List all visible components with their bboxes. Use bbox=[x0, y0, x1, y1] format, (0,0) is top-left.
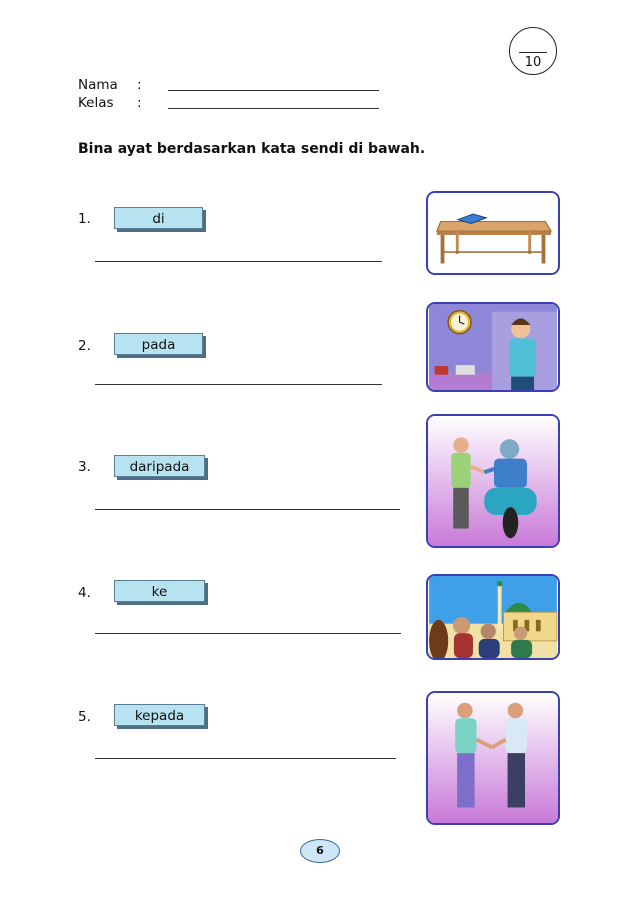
picture-man-on-motorcycle bbox=[426, 414, 560, 548]
answer-line[interactable] bbox=[95, 509, 400, 510]
instruction-text: Bina ayat berdasarkan kata sendi di bawah. bbox=[78, 141, 426, 157]
picture-boy-looking-at-clock bbox=[426, 302, 560, 392]
question-number: 4. bbox=[78, 585, 91, 601]
picture-people-going-to-mosque bbox=[426, 574, 560, 660]
question-number: 1. bbox=[78, 211, 91, 227]
score-divider bbox=[519, 52, 547, 53]
name-colon: : bbox=[137, 77, 142, 93]
name-label: Nama bbox=[78, 77, 118, 93]
handshake-illustration bbox=[428, 693, 558, 823]
class-field[interactable] bbox=[168, 108, 379, 109]
word-chip: kepada bbox=[114, 704, 205, 726]
answer-line[interactable] bbox=[95, 261, 382, 262]
word-chip: ke bbox=[114, 580, 205, 602]
word-chip: daripada bbox=[114, 455, 205, 477]
word-chip: pada bbox=[114, 333, 203, 355]
picture-book-on-table bbox=[426, 191, 560, 275]
question-number: 5. bbox=[78, 709, 91, 725]
picture-two-men-shaking-hands bbox=[426, 691, 560, 825]
answer-line[interactable] bbox=[95, 633, 401, 634]
table-illustration bbox=[428, 193, 558, 273]
answer-line[interactable] bbox=[95, 384, 382, 385]
name-field[interactable] bbox=[168, 90, 379, 91]
word-chip: di bbox=[114, 207, 203, 229]
mosque-illustration bbox=[428, 576, 558, 658]
score-circle bbox=[509, 27, 557, 75]
motorcycle-illustration bbox=[428, 416, 558, 546]
class-label: Kelas bbox=[78, 95, 114, 111]
score-total: 10 bbox=[524, 55, 542, 70]
page-number-badge: 6 bbox=[300, 839, 340, 863]
clock-illustration bbox=[428, 304, 558, 390]
question-number: 3. bbox=[78, 459, 91, 475]
question-number: 2. bbox=[78, 338, 91, 354]
class-colon: : bbox=[137, 95, 142, 111]
answer-line[interactable] bbox=[95, 758, 396, 759]
